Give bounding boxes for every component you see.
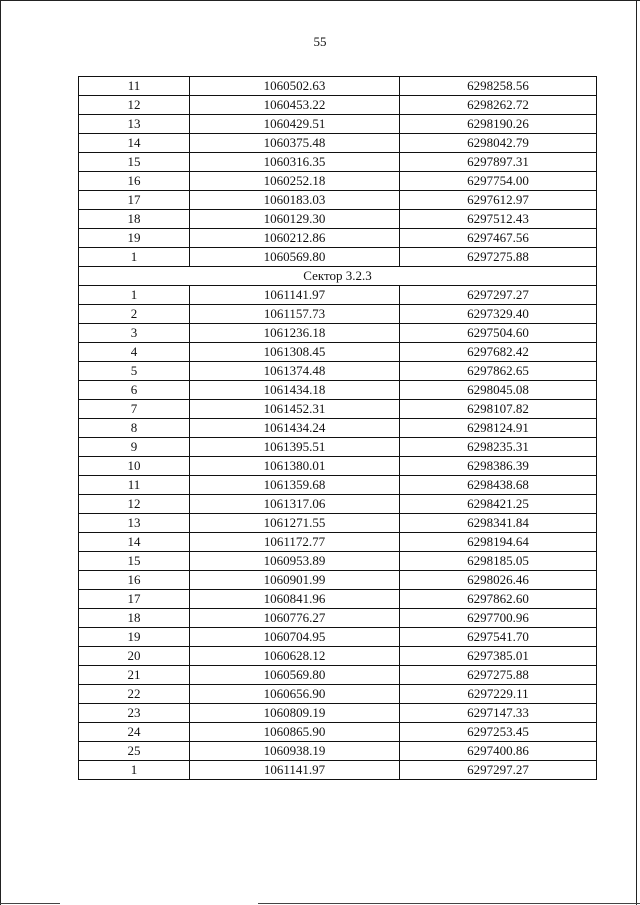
x-coordinate: 1061380.01 — [190, 457, 400, 476]
point-number: 7 — [79, 400, 190, 419]
y-coordinate: 6298190.26 — [400, 115, 597, 134]
x-coordinate: 1061308.45 — [190, 343, 400, 362]
y-coordinate: 6297541.70 — [400, 628, 597, 647]
point-number: 23 — [79, 704, 190, 723]
y-coordinate: 6297147.33 — [400, 704, 597, 723]
table-row — [79, 552, 597, 571]
point-number: 12 — [79, 495, 190, 514]
x-coordinate: 1060375.48 — [190, 134, 400, 153]
x-coordinate: 1060656.90 — [190, 685, 400, 704]
point-number: 18 — [79, 609, 190, 628]
x-coordinate: 1060183.03 — [190, 191, 400, 210]
point-number: 11 — [79, 77, 190, 96]
scan-edge-right — [636, 0, 637, 905]
x-coordinate: 1061374.48 — [190, 362, 400, 381]
table-row — [79, 419, 597, 438]
x-coordinate: 1060569.80 — [190, 666, 400, 685]
section-heading: Сектор 3.2.3 — [79, 267, 597, 286]
y-coordinate: 6298262.72 — [400, 96, 597, 115]
x-coordinate: 1061395.51 — [190, 438, 400, 457]
point-number: 17 — [79, 191, 190, 210]
y-coordinate: 6297229.11 — [400, 685, 597, 704]
point-number: 19 — [79, 229, 190, 248]
y-coordinate: 6298107.82 — [400, 400, 597, 419]
table-row — [79, 362, 597, 381]
table-row — [79, 742, 597, 761]
table-row — [79, 438, 597, 457]
point-number: 18 — [79, 210, 190, 229]
point-number: 1 — [79, 248, 190, 267]
table-row — [79, 172, 597, 191]
x-coordinate: 1060129.30 — [190, 210, 400, 229]
y-coordinate: 6297512.43 — [400, 210, 597, 229]
y-coordinate: 6297862.60 — [400, 590, 597, 609]
table-row — [79, 305, 597, 324]
y-coordinate: 6298124.91 — [400, 419, 597, 438]
table-row — [79, 476, 597, 495]
point-number: 16 — [79, 172, 190, 191]
x-coordinate: 1060628.12 — [190, 647, 400, 666]
y-coordinate: 6297275.88 — [400, 248, 597, 267]
point-number: 13 — [79, 514, 190, 533]
x-coordinate: 1061172.77 — [190, 533, 400, 552]
x-coordinate: 1060938.19 — [190, 742, 400, 761]
table-row — [79, 609, 597, 628]
y-coordinate: 6298045.08 — [400, 381, 597, 400]
table-row — [79, 210, 597, 229]
table-row — [79, 666, 597, 685]
scan-edge-bottom — [0, 903, 60, 904]
table-row — [79, 134, 597, 153]
point-number: 8 — [79, 419, 190, 438]
scan-edge-top — [0, 0, 640, 1]
table-row — [79, 457, 597, 476]
point-number: 15 — [79, 153, 190, 172]
point-number: 17 — [79, 590, 190, 609]
point-number: 11 — [79, 476, 190, 495]
section-heading-row — [79, 267, 597, 286]
point-number: 16 — [79, 571, 190, 590]
point-number: 3 — [79, 324, 190, 343]
page-number: 55 — [313, 34, 327, 49]
x-coordinate: 1060252.18 — [190, 172, 400, 191]
x-coordinate: 1061434.18 — [190, 381, 400, 400]
x-coordinate: 1060316.35 — [190, 153, 400, 172]
y-coordinate: 6297400.86 — [400, 742, 597, 761]
table-row — [79, 495, 597, 514]
y-coordinate: 6297700.96 — [400, 609, 597, 628]
y-coordinate: 6297297.27 — [400, 761, 597, 780]
y-coordinate: 6297612.97 — [400, 191, 597, 210]
x-coordinate: 1061141.97 — [190, 286, 400, 305]
coordinates-block-after — [79, 286, 597, 780]
table-row — [79, 685, 597, 704]
x-coordinate: 1061236.18 — [190, 324, 400, 343]
y-coordinate: 6298042.79 — [400, 134, 597, 153]
x-coordinate: 1060776.27 — [190, 609, 400, 628]
y-coordinate: 6297297.27 — [400, 286, 597, 305]
point-number: 22 — [79, 685, 190, 704]
table-row — [79, 229, 597, 248]
point-number: 13 — [79, 115, 190, 134]
y-coordinate: 6298185.05 — [400, 552, 597, 571]
point-number: 6 — [79, 381, 190, 400]
x-coordinate: 1060502.63 — [190, 77, 400, 96]
y-coordinate: 6298194.64 — [400, 533, 597, 552]
x-coordinate: 1061317.06 — [190, 495, 400, 514]
x-coordinate: 1060429.51 — [190, 115, 400, 134]
y-coordinate: 6297385.01 — [400, 647, 597, 666]
table-row — [79, 723, 597, 742]
y-coordinate: 6298341.84 — [400, 514, 597, 533]
y-coordinate: 6297682.42 — [400, 343, 597, 362]
coordinates-table — [78, 76, 597, 780]
table-row — [79, 77, 597, 96]
y-coordinate: 6297754.00 — [400, 172, 597, 191]
table-row — [79, 248, 597, 267]
point-number: 1 — [79, 761, 190, 780]
y-coordinate: 6298421.25 — [400, 495, 597, 514]
point-number: 10 — [79, 457, 190, 476]
table-row — [79, 590, 597, 609]
table-row — [79, 191, 597, 210]
table-row — [79, 533, 597, 552]
point-number: 12 — [79, 96, 190, 115]
point-number: 24 — [79, 723, 190, 742]
point-number: 1 — [79, 286, 190, 305]
point-number: 25 — [79, 742, 190, 761]
table-row — [79, 286, 597, 305]
section-heading-block — [79, 267, 597, 286]
x-coordinate: 1061452.31 — [190, 400, 400, 419]
table-row — [79, 400, 597, 419]
x-coordinate: 1060841.96 — [190, 590, 400, 609]
coordinates-block-before — [79, 77, 597, 267]
x-coordinate: 1060212.86 — [190, 229, 400, 248]
point-number: 14 — [79, 533, 190, 552]
x-coordinate: 1060809.19 — [190, 704, 400, 723]
y-coordinate: 6298438.68 — [400, 476, 597, 495]
table-row — [79, 761, 597, 780]
table-row — [79, 324, 597, 343]
x-coordinate: 1061434.24 — [190, 419, 400, 438]
table-row — [79, 115, 597, 134]
x-coordinate: 1061157.73 — [190, 305, 400, 324]
x-coordinate: 1060901.99 — [190, 571, 400, 590]
table-row — [79, 628, 597, 647]
x-coordinate: 1060453.22 — [190, 96, 400, 115]
point-number: 5 — [79, 362, 190, 381]
table-row — [79, 647, 597, 666]
x-coordinate: 1060865.90 — [190, 723, 400, 742]
table-row — [79, 514, 597, 533]
x-coordinate: 1060569.80 — [190, 248, 400, 267]
table-row — [79, 381, 597, 400]
y-coordinate: 6297862.65 — [400, 362, 597, 381]
y-coordinate: 6298386.39 — [400, 457, 597, 476]
y-coordinate: 6298026.46 — [400, 571, 597, 590]
point-number: 9 — [79, 438, 190, 457]
x-coordinate: 1061271.55 — [190, 514, 400, 533]
point-number: 2 — [79, 305, 190, 324]
point-number: 14 — [79, 134, 190, 153]
y-coordinate: 6298235.31 — [400, 438, 597, 457]
x-coordinate: 1060704.95 — [190, 628, 400, 647]
table-row — [79, 153, 597, 172]
y-coordinate: 6297275.88 — [400, 666, 597, 685]
y-coordinate: 6297897.31 — [400, 153, 597, 172]
point-number: 20 — [79, 647, 190, 666]
y-coordinate: 6297467.56 — [400, 229, 597, 248]
x-coordinate: 1061359.68 — [190, 476, 400, 495]
y-coordinate: 6297329.40 — [400, 305, 597, 324]
table-row — [79, 96, 597, 115]
y-coordinate: 6297504.60 — [400, 324, 597, 343]
table-row — [79, 571, 597, 590]
point-number: 21 — [79, 666, 190, 685]
point-number: 19 — [79, 628, 190, 647]
scan-edge-bottom — [258, 903, 640, 904]
point-number: 4 — [79, 343, 190, 362]
scan-edge-left — [0, 0, 1, 905]
y-coordinate: 6297253.45 — [400, 723, 597, 742]
x-coordinate: 1061141.97 — [190, 761, 400, 780]
point-number: 15 — [79, 552, 190, 571]
y-coordinate: 6298258.56 — [400, 77, 597, 96]
x-coordinate: 1060953.89 — [190, 552, 400, 571]
table-row — [79, 704, 597, 723]
table-row — [79, 343, 597, 362]
